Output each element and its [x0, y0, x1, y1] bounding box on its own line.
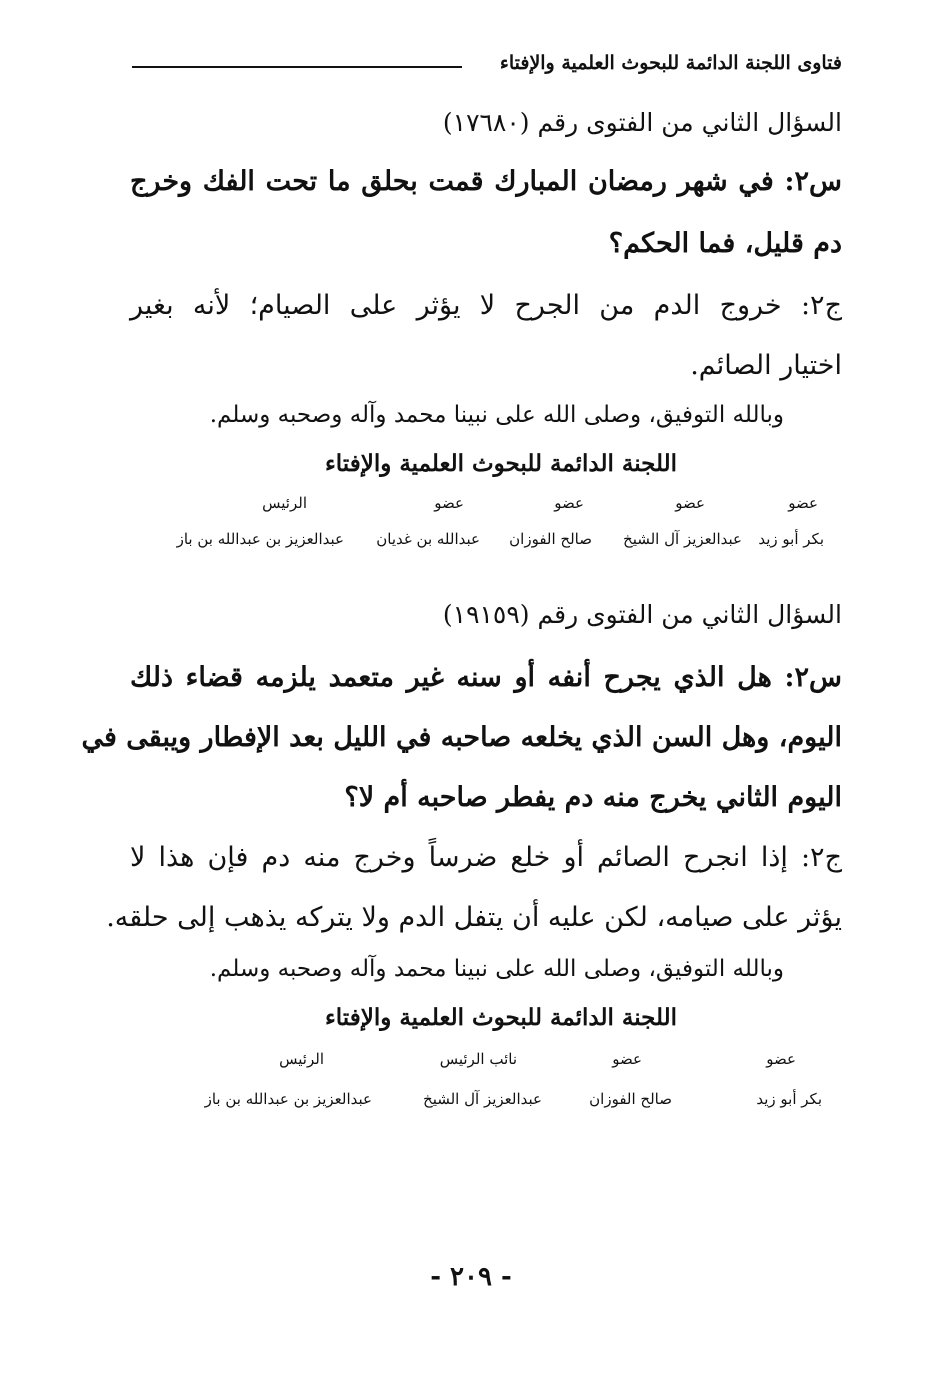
fatwa-2-sig-2-role: عضو — [612, 1050, 642, 1068]
fatwa-1-sig-5-name: عبدالعزيز بن عبدالله بن باز — [176, 530, 344, 548]
running-header: فتاوى اللجنة الدائمة للبحوث العلمية والإفتاء — [499, 52, 842, 74]
fatwa-2-sig-4-name: عبدالعزيز بن عبدالله بن باز — [204, 1090, 372, 1108]
fatwa-1-sig-2-name: عبدالعزيز آل الشيخ — [623, 530, 742, 548]
fatwa-1-answer-line-2: اختيار الصائم. — [690, 350, 842, 381]
fatwa-2-answer-line-2: يؤثر على صيامه، لكن عليه أن يتفل الدم ولا يتركه يذهب إلى حلقه. — [106, 902, 842, 933]
fatwa-1-question-line-2: دم قليل، فما الحكم؟ — [608, 228, 842, 259]
fatwa-2-sig-1-role: عضو — [766, 1050, 796, 1068]
fatwa-1-sig-3-role: عضو — [554, 494, 584, 512]
fatwa-2-sig-1-name: بكر أبو زيد — [756, 1090, 822, 1108]
fatwa-1-question-line-1: س٢: في شهر رمضان المبارك قمت بحلق ما تحت الفك وخرج — [130, 166, 842, 197]
fatwa-1-sig-3-name: صالح الفوزان — [509, 530, 592, 548]
fatwa-2-closing: وبالله التوفيق، وصلى الله على نبينا محمد وآله وصحبه وسلم. — [209, 956, 784, 982]
fatwa-1-sig-4-role: عضو — [434, 494, 464, 512]
page-number: - ٢٠٩ - — [430, 1262, 512, 1292]
fatwa-1-sig-4-name: عبدالله بن غديان — [376, 530, 480, 548]
fatwa-2-question-line-1: س٢: هل الذي يجرح أنفه أو سنه غير متعمد يلزمه قضاء ذلك — [130, 662, 842, 693]
fatwa-2-answer-line-1: ج٢: إذا انجرح الصائم أو خلع ضرساً وخرج منه دم فإن هذا لا — [130, 842, 842, 873]
fatwa-2-sig-2-name: صالح الفوزان — [589, 1090, 672, 1108]
fatwa-2-committee: اللجنة الدائمة للبحوث العلمية والإفتاء — [324, 1004, 677, 1031]
fatwa-1-committee: اللجنة الدائمة للبحوث العلمية والإفتاء — [324, 450, 677, 477]
fatwa-1-sig-2-role: عضو — [675, 494, 705, 512]
fatwa-2-question-line-3: اليوم الثاني يخرج منه دم يفطر صاحبه أم لا؟ — [344, 782, 842, 813]
fatwa-1-answer-line-1: ج٢: خروج الدم من الجرح لا يؤثر على الصيام؛ لأنه بغير — [130, 290, 842, 321]
fatwa-1-sig-5-role: الرئيس — [262, 494, 307, 512]
fatwa-2-heading: السؤال الثاني من الفتوى رقم (١٩١٥٩) — [442, 600, 842, 629]
fatwa-1-sig-1-name: بكر أبو زيد — [758, 530, 824, 548]
header-rule — [132, 66, 462, 68]
fatwa-2-sig-3-name: عبدالعزيز آل الشيخ — [423, 1090, 542, 1108]
fatwa-2-sig-3-role: نائب الرئيس — [439, 1050, 517, 1068]
fatwa-1-closing: وبالله التوفيق، وصلى الله على نبينا محمد وآله وصحبه وسلم. — [209, 402, 784, 428]
fatwa-1-heading: السؤال الثاني من الفتوى رقم (١٧٦٨٠) — [442, 108, 842, 137]
fatwa-2-sig-4-role: الرئيس — [279, 1050, 324, 1068]
fatwa-2-question-line-2: اليوم، وهل السن الذي يخلعه صاحبه في الليل بعد الإفطار ويبقى في — [81, 722, 842, 753]
fatwa-1-sig-1-role: عضو — [788, 494, 818, 512]
